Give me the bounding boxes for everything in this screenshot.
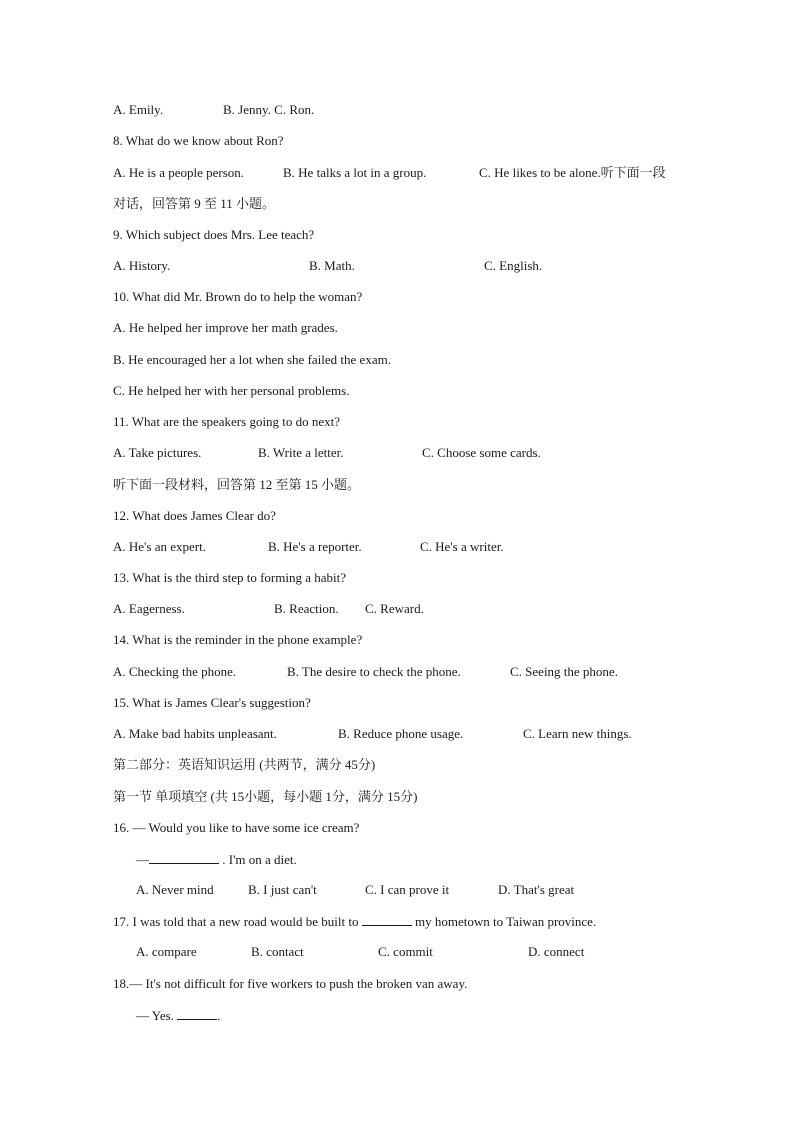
q15-option-c: C. Learn new things. (523, 726, 632, 741)
q12-option-c: C. He's a writer. (420, 539, 504, 554)
q7-options-bc: B. Jenny. C. Ron. (223, 102, 315, 117)
instruction-12-15: 听下面一段材料，回答第 12 至第 15 小题。 (113, 477, 361, 492)
q14-option-c: C. Seeing the phone. (510, 664, 618, 679)
q8-option-a: A. He is a people person. (113, 165, 245, 180)
q16-option-c: C. I can prove it (365, 882, 450, 897)
q15-stem: 15. What is James Clear's suggestion? (113, 695, 311, 710)
q17-option-a: A. compare (136, 944, 197, 959)
q16-answer-blank (149, 851, 219, 864)
q17-stem-start: 17. I was told that a new road would be built to (113, 914, 362, 929)
q17-stem (113, 913, 596, 930)
q9-option-a: A. History. (113, 258, 171, 273)
q12-stem: 12. What does James Clear do? (113, 508, 276, 523)
q18-reply-text: — Yes. (136, 1008, 178, 1023)
q13-stem: 13. What is the third step to forming a habit? (113, 570, 346, 585)
q8-option-b: B. He talks a lot in a group. (283, 165, 427, 180)
q11-option-c: C. Choose some cards. (422, 445, 541, 460)
q18-reply-end: . (217, 1008, 221, 1023)
q17-option-c: C. commit (378, 944, 433, 959)
q16-option-d: D. That's great (498, 882, 575, 897)
q13-option-c: C. Reward. (365, 601, 424, 616)
q10-option-a: A. He helped her improve her math grades. (113, 320, 338, 335)
q15-option-b: B. Reduce phone usage. (338, 726, 464, 741)
q16-option-a: A. Never mind (136, 882, 214, 897)
q9-stem: 9. Which subject does Mrs. Lee teach? (113, 227, 315, 242)
q18-answer-blank (177, 1007, 217, 1020)
q14-option-b: B. The desire to check the phone. (287, 664, 461, 679)
q11-option-a: A. Take pictures. (113, 445, 202, 460)
q13-option-b: B. Reaction. (274, 601, 339, 616)
q16-reply-dash: — (136, 852, 149, 867)
q11-stem: 11. What are the speakers going to do next? (113, 414, 341, 429)
q8-option-c: C. He likes to be alone.听下面一段 (479, 165, 666, 180)
q7-option-a: A. Emily. (113, 102, 164, 117)
q17-option-d: D. connect (528, 944, 585, 959)
q9-option-c: C. English. (484, 258, 543, 273)
q12-option-b: B. He's a reporter. (268, 539, 362, 554)
q17-answer-blank (362, 913, 412, 926)
q10-option-c: C. He helped her with her personal problems. (113, 383, 350, 398)
q13-option-a: A. Eagerness. (113, 601, 185, 616)
q12-option-a: A. He's an expert. (113, 539, 206, 554)
q15-option-a: A. Make bad habits unpleasant. (113, 726, 277, 741)
q17-option-b: B. contact (251, 944, 304, 959)
q18-stem: 18.— It's not difficult for five workers to push the broken van away. (113, 976, 468, 991)
q16-reply-text: . I'm on a diet. (219, 852, 297, 867)
section-one-header: 第一节 单项填空 (共 15小题，每小题 1分，满分 15分) (113, 789, 418, 804)
q10-option-b: B. He encouraged her a lot when she failed the exam. (113, 352, 391, 367)
q9-option-b: B. Math. (309, 258, 355, 273)
q16-stem: 16. — Would you like to have some ice cream? (113, 820, 360, 835)
q14-stem: 14. What is the reminder in the phone example? (113, 632, 363, 647)
q16-reply (136, 851, 297, 868)
q16-option-b: B. I just can't (248, 882, 317, 897)
q11-option-b: B. Write a letter. (258, 445, 344, 460)
q17-stem-end: my hometown to Taiwan province. (411, 914, 597, 929)
q10-stem: 10. What did Mr. Brown do to help the woman? (113, 289, 363, 304)
instruction-9-11: 对话，回答第 9 至 11 小题。 (113, 196, 276, 211)
q18-reply (136, 1007, 220, 1024)
q14-option-a: A. Checking the phone. (113, 664, 237, 679)
q8-stem: 8. What do we know about Ron? (113, 133, 284, 148)
part-two-header: 第二部分：英语知识运用 (共两节，满分 45分) (113, 757, 376, 772)
